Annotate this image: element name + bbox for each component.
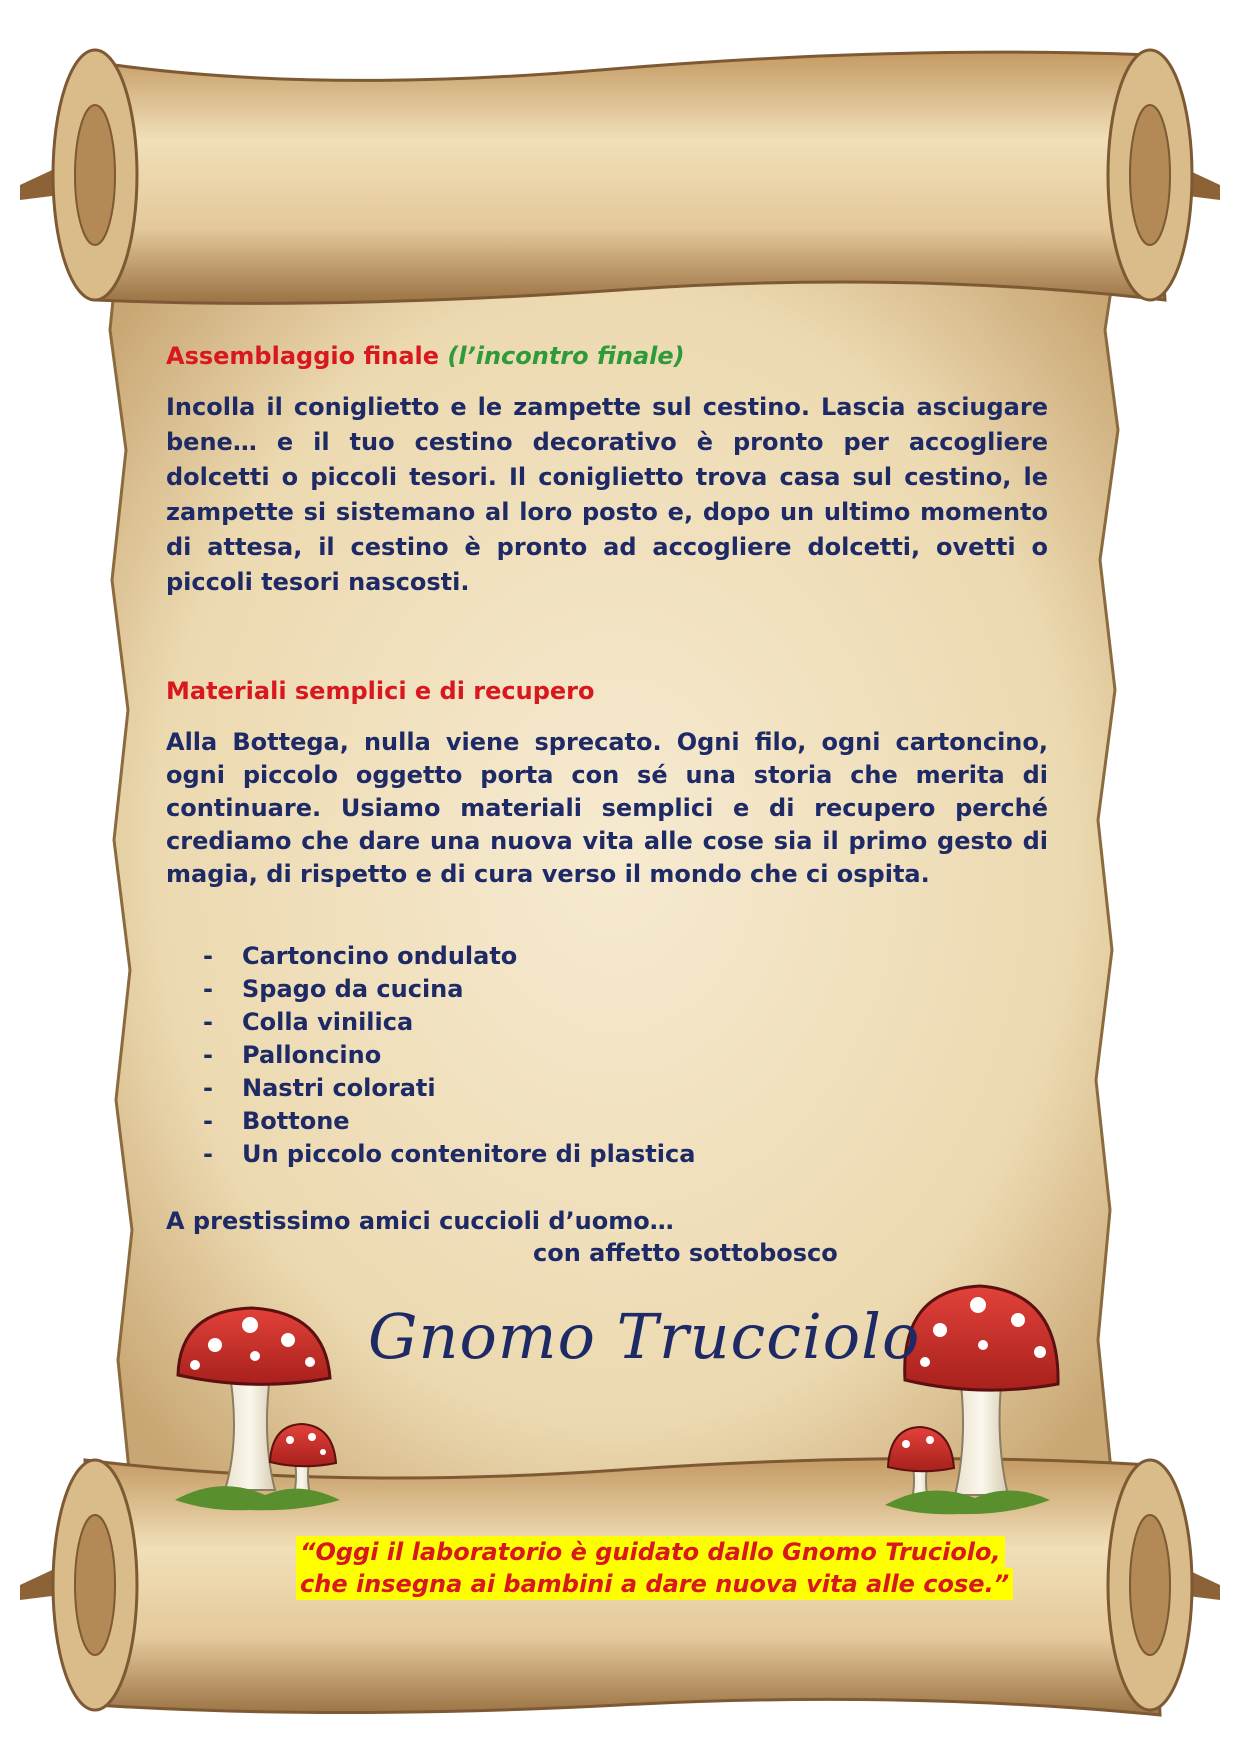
closing-affection: con affetto sottobosco [533, 1239, 838, 1267]
quote-line-2: che insegna ai bambini a dare nuova vita alle cose.” [296, 1568, 1013, 1600]
quote-box [296, 1536, 1013, 1600]
list-item [168, 940, 868, 973]
list-item [168, 1072, 868, 1105]
list-bullet: - [203, 942, 213, 970]
list-item-label: Spago da cucina [242, 975, 464, 1003]
list-item-label: Palloncino [242, 1041, 382, 1069]
assemblaggio-subtitle: (l’incontro finale) [447, 342, 685, 370]
signature: Gnomo Trucciolo [368, 1300, 921, 1373]
section-assemblaggio-heading [166, 340, 685, 372]
list-item [168, 1105, 868, 1138]
assemblaggio-title: Assemblaggio finale [166, 342, 440, 370]
materiali-heading: Materiali semplici e di recupero [166, 677, 595, 705]
list-item [168, 1138, 868, 1171]
list-bullet: - [203, 1107, 213, 1135]
list-bullet: - [203, 1140, 213, 1168]
closing-greeting: A prestissimo amici cuccioli d’uomo… [166, 1207, 674, 1235]
list-bullet: - [203, 975, 213, 1003]
list-bullet: - [203, 1074, 213, 1102]
materiali-paragraph: Alla Bottega, nulla viene sprecato. Ogni filo, ogni cartoncino, ogni piccolo oggetto porta con sé una storia che merita di continuare. Usiamo materiali semplici e di recupero perché crediamo che dare una nuova vita alle cose sia il primo gesto di magia, di rispetto e di cura verso il mondo che ci ospita. [166, 728, 1048, 888]
list-item-label: Bottone [242, 1107, 350, 1135]
materials-list [168, 940, 868, 1171]
list-item [168, 1006, 868, 1039]
list-bullet: - [203, 1008, 213, 1036]
list-bullet: - [203, 1041, 213, 1069]
quote-line-1: “Oggi il laboratorio è guidato dallo Gnomo Truciolo, [296, 1536, 1005, 1568]
list-item-label: Nastri colorati [242, 1074, 436, 1102]
list-item [168, 973, 868, 1006]
list-item-label: Cartoncino ondulato [242, 942, 518, 970]
list-item-label: Colla vinilica [242, 1008, 414, 1036]
list-item-label: Un piccolo contenitore di plastica [242, 1140, 696, 1168]
top-scroll-roll [20, 50, 1220, 303]
list-item [168, 1039, 868, 1072]
assemblaggio-paragraph: Incolla il coniglietto e le zampette sul cestino. Lascia asciugare bene… e il tuo cestino decorativo è pronto per accogliere dolcetti o piccoli tesori. Il coniglietto trova casa sul cestino, le zampette si sistemano al loro posto e, dopo un ultimo momento di attesa, il cestino è pronto ad accogliere dolcetti, ovetti o piccoli tesori nascosti. [166, 393, 1048, 596]
